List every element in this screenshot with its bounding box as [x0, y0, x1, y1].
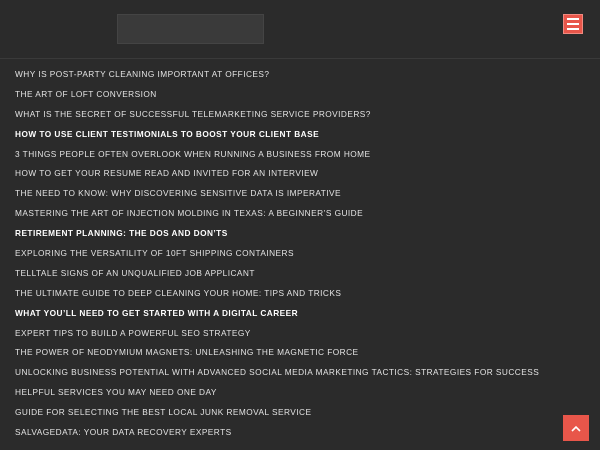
article-list-item — [15, 144, 539, 164]
article-list-item — [15, 303, 539, 323]
article-list-item — [15, 203, 539, 223]
article-link[interactable]: GUIDE FOR SELECTING THE BEST LOCAL JUNK REMOVAL SERVICE — [15, 407, 312, 418]
hamburger-menu-icon — [567, 23, 579, 25]
article-list-item — [15, 163, 539, 183]
hamburger-menu-icon — [567, 18, 579, 20]
article-link[interactable]: WHY IS POST-PARTY CLEANING IMPORTANT AT OFFICES? — [15, 69, 270, 79]
article-link[interactable]: 3 THINGS PEOPLE OFTEN OVERLOOK WHEN RUNNING A BUSINESS FROM HOME — [15, 148, 371, 159]
article-link[interactable]: UNLOCKING BUSINESS POTENTIAL WITH ADVANCED SOCIAL MEDIA MARKETING TACTICS: STRATEGIES FOR SUCCESS — [15, 367, 540, 378]
article-list — [15, 64, 539, 442]
article-link[interactable]: THE ART OF LOFT CONVERSION — [15, 88, 157, 99]
article-link[interactable]: SALVAGEDATA: YOUR DATA RECOVERY EXPERTS — [15, 427, 232, 438]
article-link[interactable]: TELLTALE SIGNS OF AN UNQUALIFIED JOB APPLICANT — [15, 267, 255, 278]
article-link[interactable]: RETIREMENT PLANNING: THE DOS AND DON’TS — [15, 228, 228, 239]
article-list-item — [15, 64, 539, 84]
article-list-item — [15, 422, 539, 442]
article-link[interactable]: WHAT YOU’LL NEED TO GET STARTED WITH A DIGITAL CAREER — [15, 307, 299, 318]
article-list-item — [15, 124, 539, 144]
article-link[interactable]: WHAT IS THE SECRET OF SUCCESSFUL TELEMARKETING SERVICE PROVIDERS? — [15, 108, 371, 119]
scroll-to-top-button[interactable] — [563, 415, 589, 441]
article-link[interactable]: THE POWER OF NEODYMIUM MAGNETS: UNLEASHING THE MAGNETIC FORCE — [15, 347, 359, 358]
site-header — [0, 0, 600, 59]
article-list-item — [15, 183, 539, 203]
article-list-item — [15, 323, 539, 343]
article-list-item — [15, 283, 539, 303]
article-list-item — [15, 104, 539, 124]
article-link[interactable]: EXPERT TIPS TO BUILD A POWERFUL SEO STRATEGY — [15, 327, 251, 338]
chevron-up-icon — [571, 425, 581, 432]
article-list-item — [15, 402, 539, 422]
article-link[interactable]: THE NEED TO KNOW: WHY DISCOVERING SENSITIVE DATA IS IMPERATIVE — [15, 188, 342, 199]
article-link[interactable]: HOW TO USE CLIENT TESTIMONIALS TO BOOST YOUR CLIENT BASE — [15, 128, 320, 139]
site-logo[interactable] — [117, 14, 264, 44]
article-list-item — [15, 84, 539, 104]
article-link[interactable]: EXPLORING THE VERSATILITY OF 10FT SHIPPING CONTAINERS — [15, 248, 294, 259]
article-link[interactable]: HOW TO GET YOUR RESUME READ AND INVITED FOR AN INTERVIEW — [15, 168, 319, 179]
article-list-item — [15, 382, 539, 402]
article-list-item — [15, 223, 539, 243]
article-list-item — [15, 243, 539, 263]
article-link[interactable]: HELPFUL SERVICES YOU MAY NEED ONE DAY — [15, 387, 217, 398]
menu-toggle-button[interactable] — [563, 14, 583, 34]
article-list-item — [15, 263, 539, 283]
article-list-item — [15, 342, 539, 362]
article-link[interactable]: THE ULTIMATE GUIDE TO DEEP CLEANING YOUR HOME: TIPS AND TRICKS — [15, 287, 342, 298]
article-link[interactable]: MASTERING THE ART OF INJECTION MOLDING IN TEXAS: A BEGINNER’S GUIDE — [15, 208, 364, 219]
hamburger-menu-icon — [567, 28, 579, 30]
article-list-item — [15, 362, 539, 382]
